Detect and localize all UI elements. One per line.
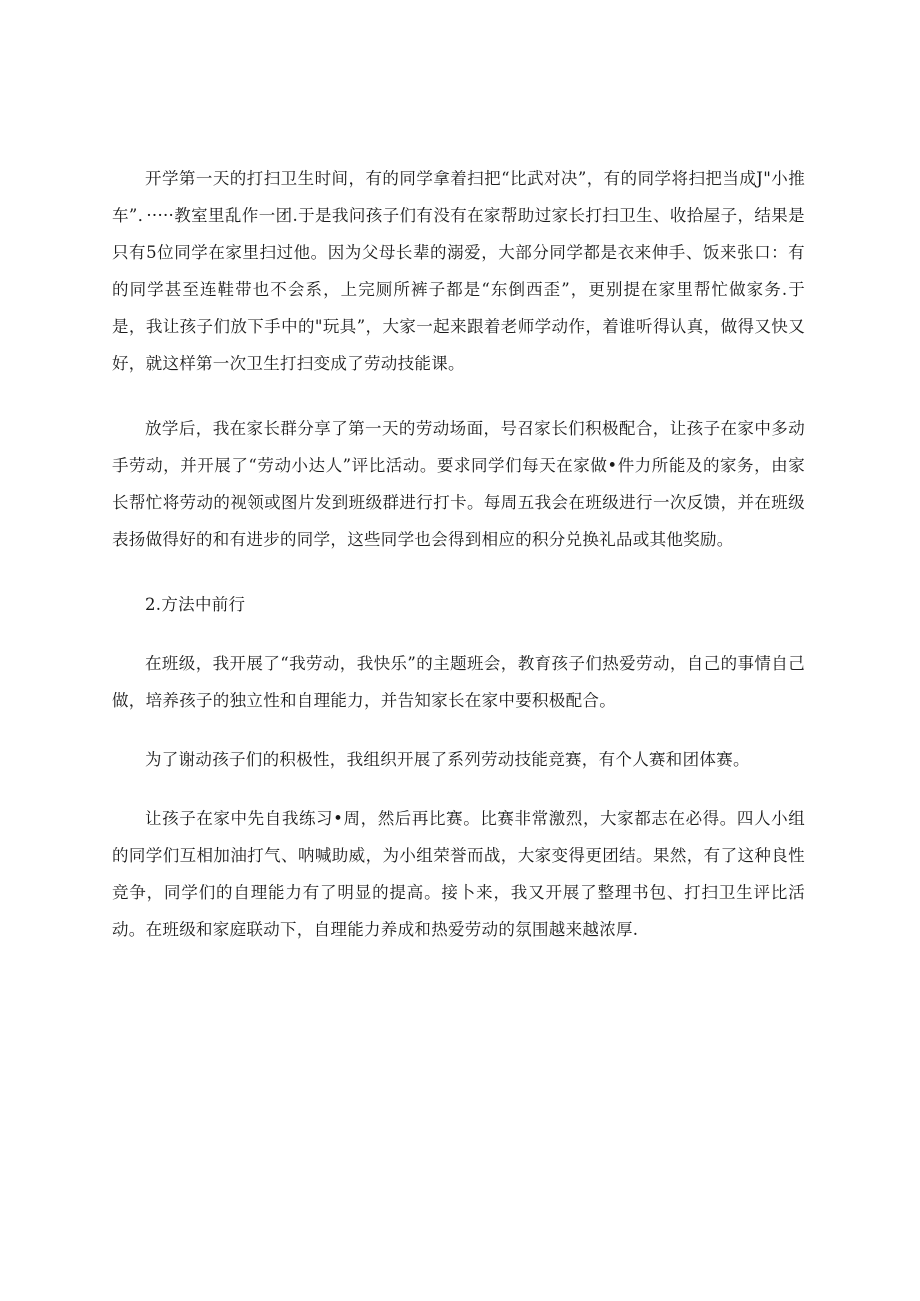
- paragraph-gap: [112, 719, 805, 741]
- section-heading: 2.方法中前行: [145, 595, 246, 614]
- paragraph-gap: [112, 623, 805, 645]
- paragraph-theme-meeting: 在班级，我开展了“我劳动，我快乐”的主题班会，教育孩子们热爱劳动，自己的事情自己做，培养孩子的独立性和自理能力，并告知家长在家中要积极配合。: [112, 654, 805, 710]
- paragraph-gap: [112, 558, 805, 586]
- paragraph-gap: [112, 778, 805, 800]
- paragraph-cleaning-day: 开学第一天的打扫卫生时间，有的同学拿着扫把“比武对决”，有的同学将扫把当成J"小推车”．·····教室里乱作一团.于是我问孩子们有没有在家帮助过家长打扫卫生、收拾屋子，结果是只有5位同学在家里扫过他。因为父母长辈的溺爱，大部分同学都是衣来伸手、饭来张口：有的同学甚至连鞋带也不会系，上完厕所裤子都是“东倒西歪”，更别提在家里帮忙做家务.于是，我让孩子们放下手中的"玩具”，大家一起来跟着老师学动作，着谁听得认真，做得又快又好，就这样第一次卫生打扫变成了劳动技能课。: [112, 169, 805, 373]
- document-body: [112, 160, 805, 948]
- paragraph-practice: 让孩子在家中先自我练习•周，然后再比赛。比赛非常激烈，大家都志在必得。四人小组的同学们互相加油打气、呐喊助威，为小组荣誉而战，大家变得更团结。果然，有了这种良性竞争，同学们的自理能力有了明显的提高。接卜来，我又开展了整理书包、打扫卫生评比活动。在班级和家庭联动下，自理能力养成和热爱劳动的氛围越来越浓厚.: [112, 809, 805, 939]
- paragraph-competition: 为了谢动孩子们的积极性，我组织开展了系列劳动技能竞赛，有个人赛和团体赛。: [145, 750, 750, 769]
- paragraph-gap: [112, 382, 805, 410]
- paragraph-after-school: 放学后，我在家长群分享了第一天的劳动场面，号召家长们积极配合，让孩子在家中多动手劳动，并开展了“劳动小达人”评比活动。要求同学们每天在家做•件力所能及的家务，由家长帮忙将劳动的视领或图片发到班级群进行打卡。每周五我会在班级进行一次反馈，并在班级表扬做得好的和有进步的同学，这些同学也会得到相应的积分兑换礼品或其他奖励。: [112, 419, 805, 549]
